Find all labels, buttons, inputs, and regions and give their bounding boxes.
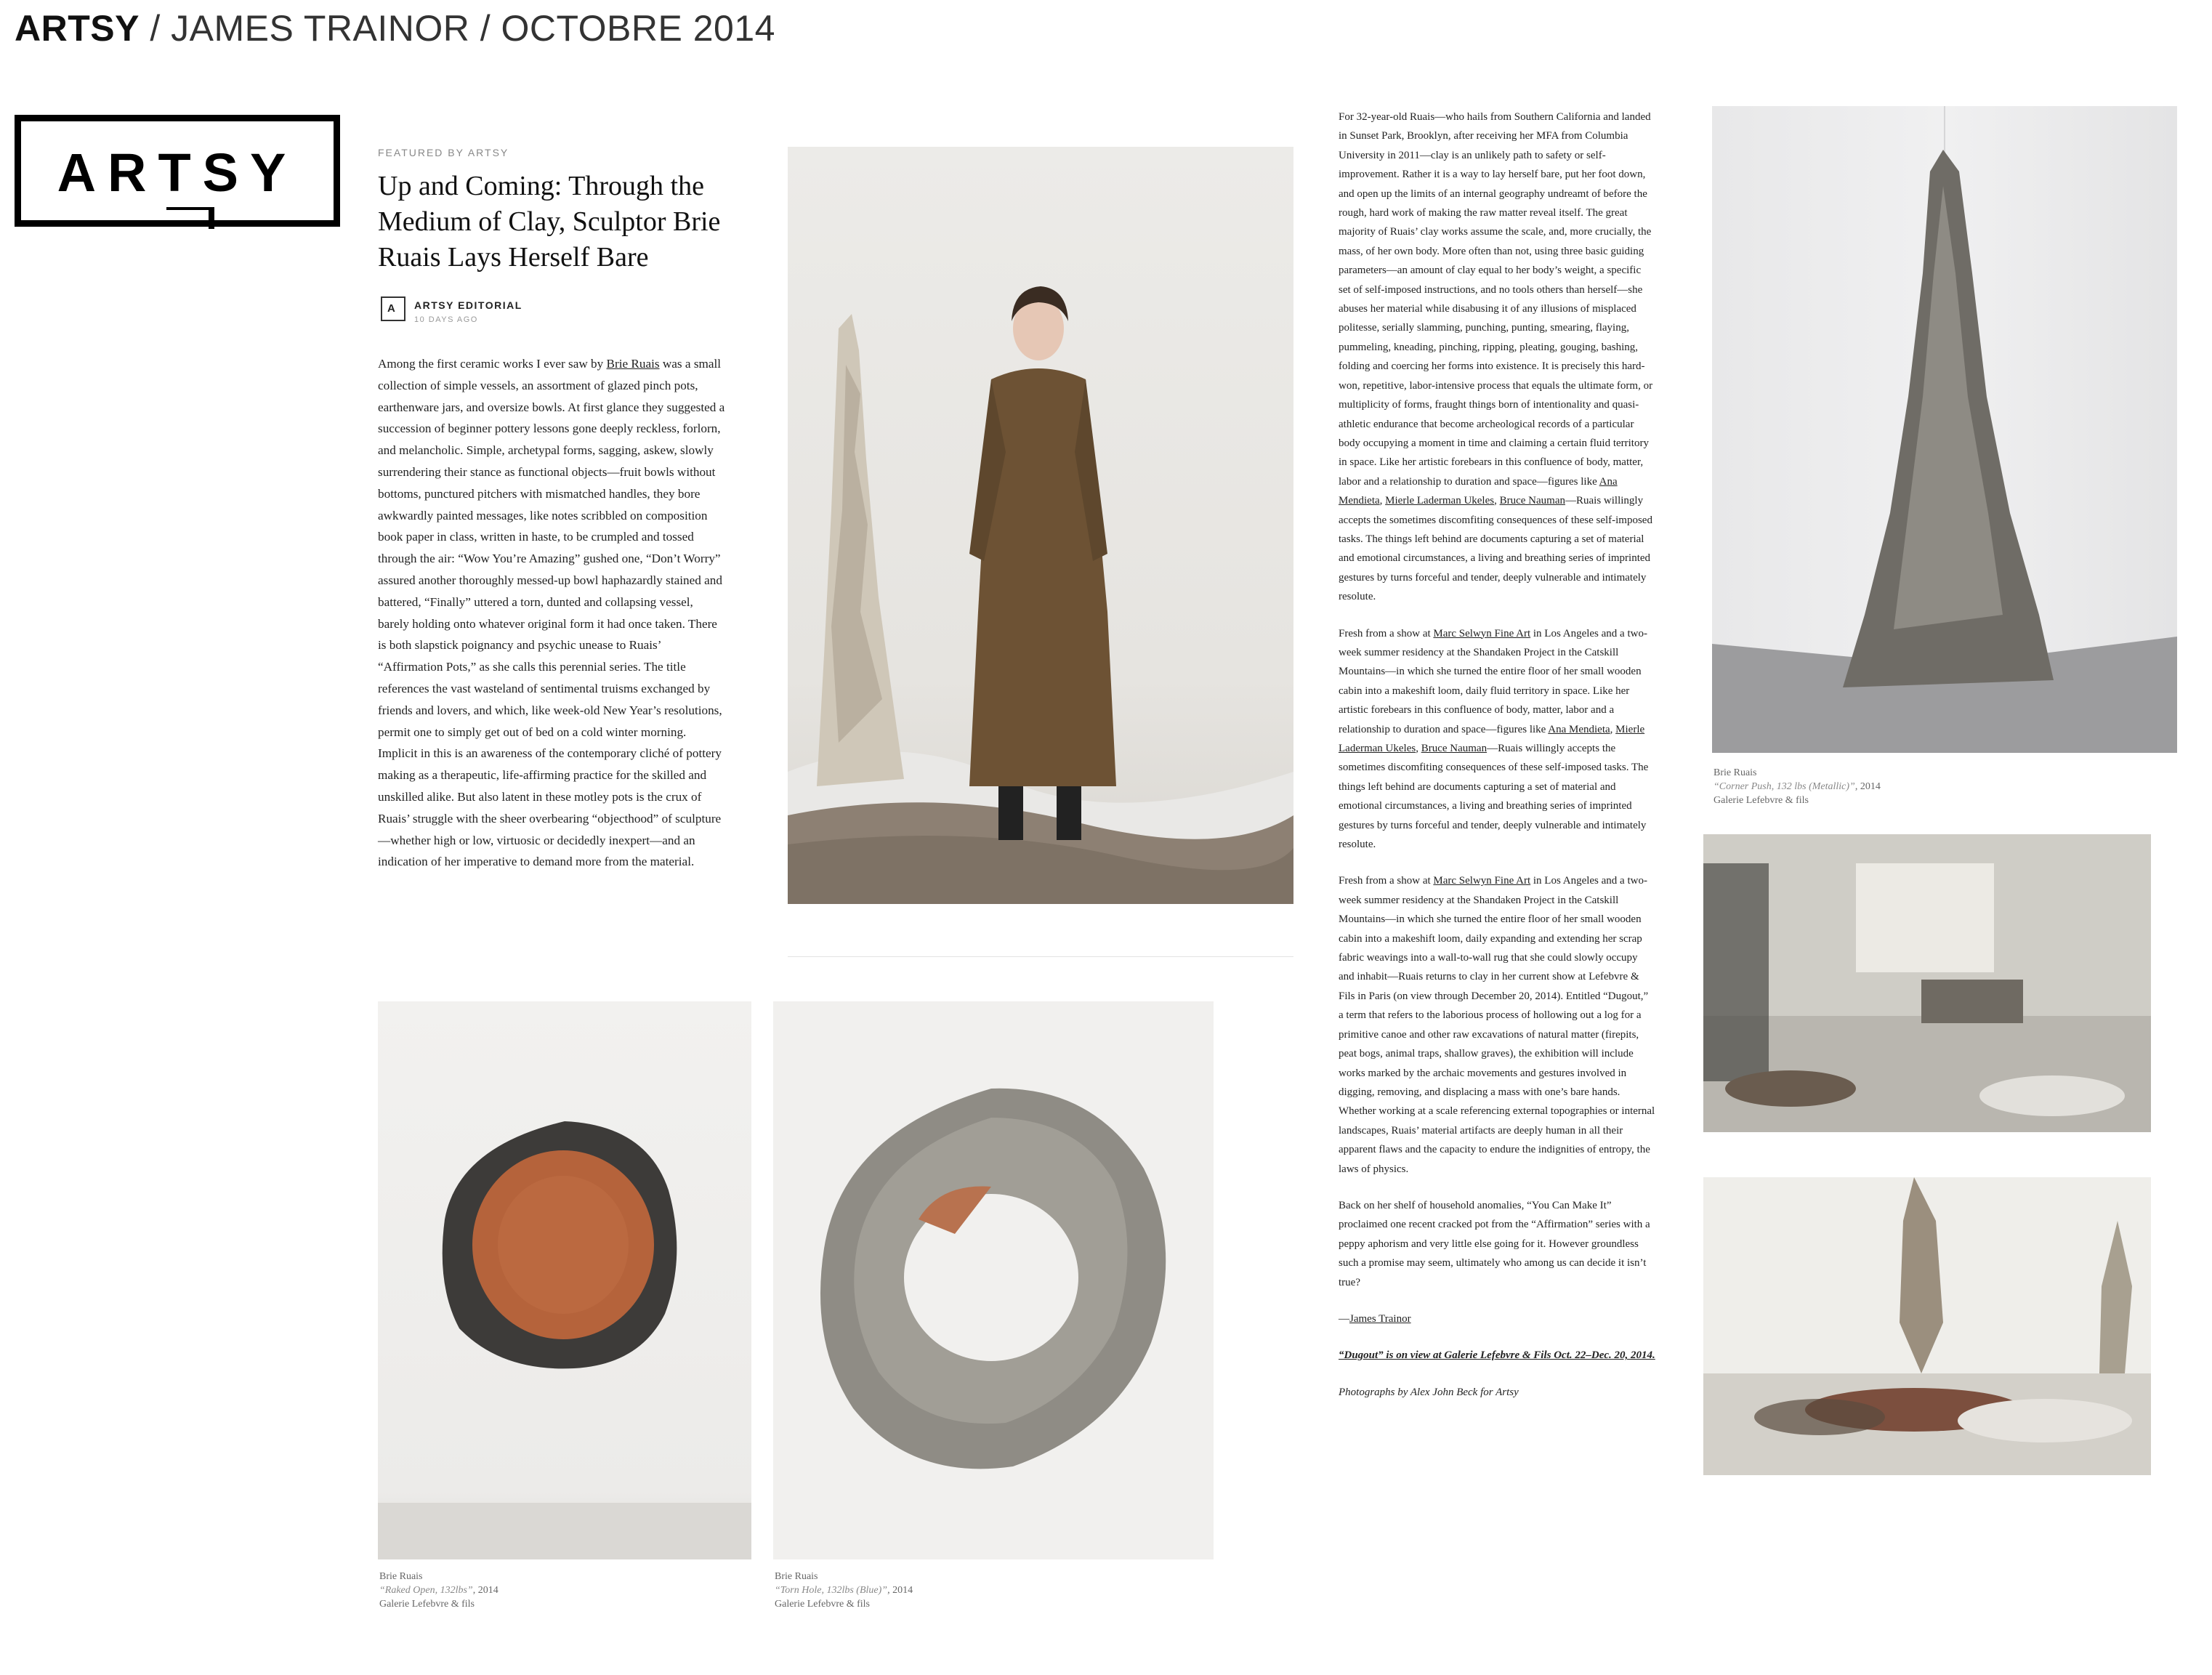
caption-year: , 2014 — [887, 1585, 913, 1596]
link-bruce-nauman[interactable]: Bruce Nauman — [1499, 495, 1565, 507]
article-kicker: FEATURED BY ARTSY — [378, 147, 509, 158]
author-name[interactable]: ARTSY EDITORIAL — [414, 299, 522, 311]
header-subtitle: / JAMES TRAINOR / OCTOBRE 2014 — [139, 8, 775, 49]
corner-push-illustration — [1712, 106, 2177, 753]
caption-year: , 2014 — [1854, 781, 1881, 792]
text: Fresh from a show at — [1339, 627, 1434, 639]
on-view-note[interactable]: “Dugout” is on view at Galerie Lefebvre & Fils Oct. 22–Dec. 20, 2014. — [1339, 1349, 1655, 1362]
author-avatar-icon[interactable] — [381, 296, 405, 321]
portrait-illustration — [788, 147, 1293, 904]
link-ana-mendieta[interactable]: Ana Mendieta — [1548, 723, 1610, 735]
paragraph — [1339, 108, 1655, 607]
raked-open-illustration — [378, 1001, 751, 1559]
caption-artist: Brie Ruais — [379, 1571, 423, 1582]
author-avatar-letter: A — [387, 302, 395, 315]
text: in Los Angeles and a two-week summer residency at the Shandaken Project in the Catskill Mountains—in which she turned the entire floor of her small wooden cabin into a makeshift loom, daily fluid territory in space. Like her artistic forebears in this confluence of body, matter, labor and a relationship to duration and space—figures like — [1339, 627, 1647, 735]
link-brie-ruais[interactable]: Brie Ruais — [606, 357, 660, 371]
link-marc-selwyn[interactable]: Marc Selwyn Fine Art — [1433, 875, 1531, 887]
article-body-col1 — [378, 353, 727, 892]
link-mierle-laderman-ukeles[interactable]: Mierle Laderman Ukeles — [1385, 495, 1495, 507]
text: , — [1494, 495, 1500, 507]
text: —Ruais willingly accepts the sometimes discomfiting consequences of these self-imposed tasks. The things left behind are documents capturing a set of material and emotional circumstances, a living and breathing series of imprinted gestures by turns forceful and tender, deeply vulnerable and intimately resolute. — [1339, 743, 1649, 851]
text: — — [1339, 1312, 1349, 1325]
torn-hole-illustration — [773, 1001, 1214, 1559]
signoff — [1339, 1309, 1655, 1328]
caption-year: , 2014 — [472, 1585, 498, 1596]
caption-title: “Torn Hole, 132lbs (Blue)” — [775, 1585, 888, 1596]
article-title: Up and Coming: Through the Medium of Clay, Sculptor Brie Ruais Lays Herself Bare — [378, 171, 721, 273]
paragraph: Back on her shelf of household anomalies, “You Can Make It” proclaimed one recent cracked pot from the “Affirmation” series with a peppy aphorism and very little else going for it. However groundless such a promise may seem, ultimately who among us can decide it isn’t true? — [1339, 1199, 1650, 1288]
page-header — [15, 7, 775, 49]
article-body-col2 — [1339, 108, 1655, 1419]
caption-gallery: Galerie Lefebvre & fils — [1714, 795, 1809, 806]
caption-artist: Brie Ruais — [775, 1571, 818, 1582]
text: Fresh from a show at — [1339, 875, 1434, 887]
link-bruce-nauman[interactable]: Bruce Nauman — [1421, 743, 1488, 754]
divider — [788, 956, 1293, 957]
text: , — [1610, 723, 1616, 735]
text: Among the first ceramic works I ever saw by — [378, 357, 607, 371]
artsy-logo[interactable] — [15, 115, 340, 227]
link-ana-mendieta[interactable]: Ana Mendieta — [1339, 475, 1618, 507]
caption-gallery: Galerie Lefebvre & fils — [379, 1599, 475, 1610]
caption-torn-hole — [775, 1570, 1196, 1611]
text: was a small collection of simple vessels, an assortment of glazed pinch pots, earthenware jars, and oversize bowls. At first glance they suggested a succession of beginner pottery lessons gone deeply reckless, forlorn, and melancholic. Simple, archetypal forms, sagging, askew, slowly surrendering their stance as functional objects—fruit bowls without bottoms, punctured pitchers with mismatched handles, they bore awkwardly painted messages, like notes scribbled on composition book paper in class, written in haste, to be crumpled and tossed through the air: “Wow You’re Amazing” gushed one, “Don’t Worry” assured another thoroughly messed-up bowl haphazardly stained and battered, “Finally” uttered a torn, dunted and collapsing vessel, barely holding onto whatever original form it had once taken. There is both slapstick poignancy and psychic unease to Ruais’ “Affirmation Pots,” as she calls this perennial series. The title references the vast wasteland of sentimental truisms exchanged by friends and lovers, and which, like week-old New Year’s resolutions, permit one to simply get out of bed on a cold winter morning. Implicit in this is an awareness of the contemporary cliché of pottery making as a therapeutic, life-affirming practice for the skilled and unskilled alike. But also latent in these motley pots is the crux of Ruais’ struggle with the sheer overbearing “objecthood” of sculpture—whether high or low, virtuosic or decidedly inexpert—and an indication of her imperative to demand more from the material. — [378, 357, 725, 869]
text: in Los Angeles and a two-week summer residency at the Shandaken Project in the Catskill Mountains—in which she turned the entire floor of her small wooden cabin into a makeshift loom, daily expanding and extending her scrap fabric weavings into a wall-to-wall rug that she could slowly occupy and inhabit—Ruais returns to clay in her current show at Lefebvre & Fils in Paris (on view through December 20, 2014). Entitled “Dugout,” a term that refers to the laborious process of hollowing out a log for a primitive canoe and other raw excavations of natural matter (firepits, peat bogs, animal traps, shallow graves), the exhibition will include works marked by the archaic movements and gestures involved in digging, removing, and displacing a mass with one’s bare hands. Whether working at a scale referencing external topographies or internal landscapes, Ruais’ material artifacts are deeply human in all their apparent flaws and the capacity to endure the indignities of entropy, the laws of physics. — [1339, 875, 1655, 1175]
text: —Ruais willingly accepts the sometimes discomfiting consequences of these self-imposed tasks. The things left behind are documents capturing a set of material and emotional circumstances, a living and breathing series of imprinted gestures by turns forceful and tender, deeply vulnerable and intimately resolute. — [1339, 495, 1652, 603]
studio-photo-2 — [1703, 1177, 2151, 1475]
artwork-torn-hole-photo — [773, 1001, 1214, 1559]
studio-2-illustration — [1703, 1177, 2151, 1475]
caption-gallery: Galerie Lefebvre & fils — [775, 1599, 870, 1610]
artwork-raked-open-photo — [378, 1001, 751, 1559]
artist-portrait-photo — [788, 147, 1293, 904]
header-brand: ARTSY — [15, 8, 140, 49]
caption-corner-push — [1714, 766, 2164, 807]
logo-notch-bar — [166, 207, 214, 210]
text: For 32-year-old Ruais—who hails from Southern California and landed in Sunset Park, Brooklyn, after receiving her MFA from Columbia University in 2011—clay is an unlikely path to safety or self-improvement. Rather it is a way to lay herself bare, put her foot down, and open up the limits of an internal geography undreamt of before the rough, hard work of making the raw matter reveal itself. The great majority of Ruais’ clay works assume the scale, and, more crucially, the mass, of her own body. More often than not, using three basic guiding parameters—an amount of clay equal to her body’s weight, a specific set of self-imposed instructions, and no tools others than herself—she abuses her material while disabusing it of any illusions of misplaced politesse, serially slamming, punching, punting, smearing, flaying, pummeling, kneading, pinching, ripping, pleating, gouging, bashing, folding and coercing her forms into existence. It is precisely this hard-won, repetitive, labor-intensive process that equals the ultimate form, or multiplicity of forms, fraught things born of intentionality and quasi-athletic endurance that become archeological records of a particular body occupying a moment in time and claiming a certain fluid territory in space. Like her artistic forebears in this confluence of body, matter, labor and a relationship to duration and space—figures like — [1339, 111, 1653, 488]
artwork-corner-push-photo — [1712, 106, 2177, 753]
caption-artist: Brie Ruais — [1714, 767, 1757, 778]
link-james-trainor[interactable]: James Trainor — [1349, 1312, 1411, 1325]
link-marc-selwyn[interactable]: Marc Selwyn Fine Art — [1433, 627, 1531, 639]
photo-credit: Photographs by Alex John Beck for Artsy — [1339, 1386, 1519, 1398]
article-date: 10 DAYS AGO — [414, 315, 478, 324]
paragraph — [1339, 624, 1655, 855]
logo-notch — [209, 207, 214, 229]
studio-photo-1 — [1703, 834, 2151, 1132]
caption-title: “Corner Push, 132 lbs (Metallic)” — [1714, 781, 1855, 792]
paragraph — [1339, 871, 1655, 1179]
logo-text: ARTSY — [57, 142, 298, 203]
caption-raked-open — [379, 1570, 743, 1611]
text: , — [1379, 495, 1386, 507]
studio-1-illustration — [1703, 834, 2151, 1132]
text: , — [1416, 743, 1421, 754]
paragraph — [378, 353, 727, 873]
link-mierle-laderman-ukeles[interactable]: Mierle Laderman Ukeles — [1339, 723, 1645, 754]
caption-title: “Raked Open, 132lbs” — [379, 1585, 473, 1596]
